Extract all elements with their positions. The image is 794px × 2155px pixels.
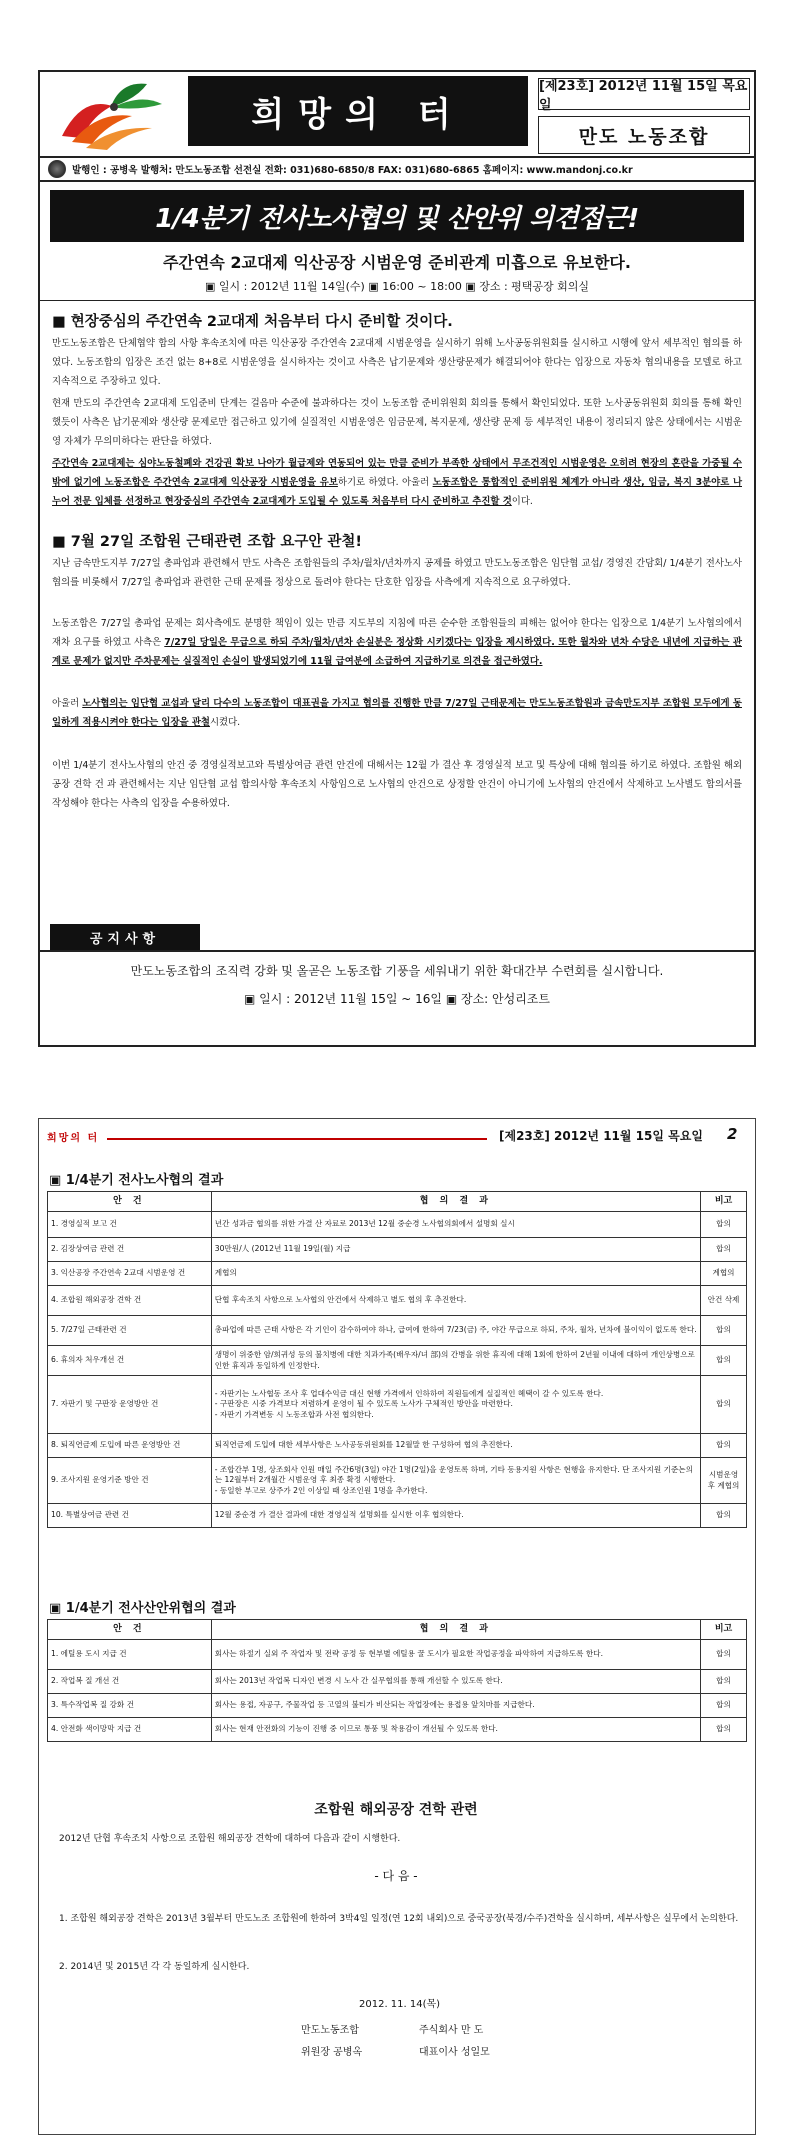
note-cell: 안건 삭제 xyxy=(701,1286,747,1316)
divider xyxy=(40,300,754,301)
union-seal-icon xyxy=(48,160,66,178)
result-cell xyxy=(211,1458,700,1504)
result-cell xyxy=(211,1286,700,1316)
newsletter-page-1 xyxy=(38,70,756,1047)
result-cell xyxy=(211,1434,700,1458)
result-line: 12월 중순경 가 결산 결과에 대한 경영실적 설명회를 실시한 이후 협의한다. xyxy=(214,1510,464,1520)
agenda-cell: 1. 경영실적 보고 건 xyxy=(48,1212,212,1238)
result-line: - 자판기 가격변동 시 노동조합과 사전 협의한다. xyxy=(214,1409,374,1419)
notice-tab: 공지사항 xyxy=(50,924,200,950)
notice-text: 만도노동조합의 조직력 강화 및 올곧은 노동조합 기풍을 세워내기 위한 확대간부 수련회를 실시합니다. xyxy=(130,964,664,978)
note-cell: 합의 xyxy=(701,1694,747,1718)
note-cell: 합의 xyxy=(701,1316,747,1346)
paragraph: 지난 금속만도지부 7/27일 총파업과 관련해서 만도 사측은 조합원들의 주차/월차/년차까지 공제를 하였고 만도노동조합은 임단협 교섭/ 경영진 간담회/ 1/4분기 전사노사협의를 비롯해서 7/27일 총파업과 관련한 근태 문제를 정상으로 돌려야 한다는 단호한 입장을 사측에게 지속적으로 요구하였다. xyxy=(52,558,742,588)
agenda-cell: 7. 자판기 및 구판장 운영방안 건 xyxy=(48,1376,212,1434)
headline: 1/4분기 전사노사협의 및 산안위 의견접근! xyxy=(50,190,744,242)
page-header xyxy=(47,1127,747,1149)
result-cell xyxy=(211,1640,700,1670)
table-row xyxy=(48,1316,747,1346)
union-logo-icon xyxy=(52,76,172,154)
table-row xyxy=(48,1640,747,1670)
result-line: 회사는 용접, 자공구, 주물작업 등 고열의 불티가 비산되는 작업장에는 용접용 앞치마를 지급한다. xyxy=(214,1700,535,1710)
subheadline: 주간연속 2교대제 익산공장 시범운영 준비관계 미흡으로 유보한다. xyxy=(163,253,631,272)
result-line: - 자판기는 노사협동 조사 후 업대수익금 대신 현행 가격에서 인하하여 직원들에게 실질적인 혜택이 갈 수 있도록 한다. xyxy=(214,1388,604,1398)
column-header: 협 의 결 과 xyxy=(211,1192,700,1212)
signatory-union-name: 위원장 공병옥 xyxy=(301,2047,363,2058)
result-line: 30만원/人 (2012년 11월 19일(월) 지급 xyxy=(214,1244,351,1254)
paragraph xyxy=(52,694,742,732)
text: 이다. xyxy=(511,496,533,507)
signatory-union: 만도노동조합 xyxy=(301,2025,359,2036)
notice-box xyxy=(40,950,754,1045)
table-row xyxy=(48,1694,747,1718)
table-row xyxy=(48,1346,747,1376)
result-cell xyxy=(211,1238,700,1262)
text: 아울러 xyxy=(52,698,83,709)
section-heading-2: ■ 7월 27일 조합원 근태관련 조합 요구안 관철! xyxy=(52,534,363,550)
table-row xyxy=(48,1434,747,1458)
result-cell xyxy=(211,1262,700,1286)
overseas-visit-intro: 2012년 단협 후속조치 사항으로 조합원 해외공장 견학에 대하여 다음과 같이 시행한다. xyxy=(59,1834,401,1844)
table-row xyxy=(48,1212,747,1238)
result-cell xyxy=(211,1694,700,1718)
page-header-issue: [제23호] 2012년 11월 15일 목요일 xyxy=(499,1129,703,1143)
paragraph: 현재 만도의 주간연속 2교대제 도입준비 단계는 걸음마 수준에 불과하다는 것이 노동조합 준비위원회 회의를 통해서 확인되었다. 또한 노사공동위원회 회의를 통해 확인했듯이 사측은 납기문제와 생산량 문제로만 접근하고 있기에 실질적인 시범운영은 임금문제, 복지문제, 생산량 문제 등 세부적인 내용이 정리되지 않은 상태에서는 시범운영 자체가 무의미하다는 판단을 하였다. xyxy=(52,398,742,447)
overseas-visit-item-2: 2. 2014년 및 2015년 각 각 동일하게 실시한다. xyxy=(59,1962,250,1972)
note-cell: 합의 xyxy=(701,1670,747,1694)
agenda-cell: 10. 특별상여금 관련 건 xyxy=(48,1504,212,1528)
union-name: 만도 노동조합 xyxy=(538,116,750,154)
column-header: 협 의 결 과 xyxy=(211,1620,700,1640)
labor-council-results-table xyxy=(47,1191,747,1528)
next-label: - 다 음 - xyxy=(374,1869,418,1883)
result-line: 단협 후속조치 사항으로 노사협의 안건에서 삭제하고 별도 협의 후 추진한다. xyxy=(214,1295,467,1305)
table-row xyxy=(48,1376,747,1434)
result-line: 계협의 xyxy=(214,1268,237,1278)
result-line: - 동일한 부고로 상주가 2인 이상일 때 상조인원 1명을 추가한다. xyxy=(214,1485,428,1495)
newsletter-page-2 xyxy=(38,1118,756,2135)
paragraph: 만도노동조합은 단체협약 합의 사항 후속조치에 따른 익산공장 주간연속 2교대제 시범운영을 실시하기 위해 노사공동위원회를 실시하고 시행에 앞서 세부적인 협의를 하였다. 노동조합의 입장은 조건 없는 8+8로 시범운영을 실시하자는 것이고 사측은 납기문제와 생산량문제가 해결되어야 한다는 입장으로 자동차 협의내용을 모델로 하고 지속적으로 주장하고 있다. xyxy=(52,338,742,387)
text: 시켰다. xyxy=(209,717,241,728)
note-cell: 합의 xyxy=(701,1640,747,1670)
table-row xyxy=(48,1504,747,1528)
agreement-date: 2012. 11. 14(목) xyxy=(359,1999,441,2010)
table-row xyxy=(48,1458,747,1504)
section-title: ▣ 1/4분기 전사산안위협의 결과 xyxy=(49,1601,236,1616)
note-cell: 합의 xyxy=(701,1434,747,1458)
signatory-company-name: 대표이사 성일모 xyxy=(419,2047,490,2058)
result-line: 총파업에 따른 근태 사항은 각 기인이 감수하여야 하나, 급여에 한하여 7/23(금) 주, 야간 무급으로 하되, 주차, 월차, 년차에 불이익이 없도록 한다. xyxy=(214,1325,697,1335)
overseas-visit-title: 조합원 해외공장 견학 관련 xyxy=(314,1802,478,1818)
section-title: ▣ 1/4분기 전사노사협의 결과 xyxy=(49,1173,224,1188)
agenda-cell: 5. 7/27일 근태관련 건 xyxy=(48,1316,212,1346)
result-line: 년간 성과금 협의를 위한 가결 산 자료로 2013년 12월 중순경 노사협의회에서 설명회 실시 xyxy=(214,1219,515,1229)
publisher-line xyxy=(40,158,754,182)
overseas-visit-item-1: 1. 조합원 해외공장 견학은 2013년 3월부터 만도노조 조합원에 한하여 3박4일 일정(연 12회 내외)으로 중국공장(북경/수주)견학을 실시하며, 세부사항은 실무에서 논의한다. xyxy=(59,1914,739,1924)
table-row xyxy=(48,1670,747,1694)
meeting-info: ▣ 일시 : 2012년 11월 14일(수) ▣ 16:00 ~ 18:00 ▣ 장소 : 평택공장 회의실 xyxy=(204,280,590,293)
column-header: 안 건 xyxy=(48,1620,212,1640)
result-cell xyxy=(211,1504,700,1528)
result-line: 회사는 2013년 작업복 디자인 변경 시 노사 간 실무협의를 통해 개선할 수 있도록 한다. xyxy=(214,1676,503,1686)
note-cell: 시범운영 후 계협의 xyxy=(701,1458,747,1504)
header-rule xyxy=(107,1138,487,1140)
emphasis-text: 7/27일 당일은 무급으로 하되 주차/월차/년차 손실분은 정상화 시키겠다는 입장을 제시하였다. 또한 월차와 년차 수당은 내년에 지급하는 관계로 문제가 없지만 주차문제는 실질적인 손실이 발생되었기에 11월 급여분에 소급하여 지급하기로 의견을 접근하였다. xyxy=(52,637,742,667)
agenda-cell: 6. 휴의자 처우개선 건 xyxy=(48,1346,212,1376)
safety-council-results-table xyxy=(47,1619,747,1742)
table-header-row xyxy=(48,1620,747,1640)
agenda-cell: 4. 조합원 해외공장 견학 건 xyxy=(48,1286,212,1316)
paragraph xyxy=(52,614,742,671)
agenda-cell: 9. 조사지원 운영기준 방안 건 xyxy=(48,1458,212,1504)
table-row xyxy=(48,1718,747,1742)
result-cell xyxy=(211,1346,700,1376)
text: 하기로 하였다. 아울러 xyxy=(337,477,433,488)
agenda-cell: 2. 김장상여금 관련 건 xyxy=(48,1238,212,1262)
paragraph: 이번 1/4분기 전사노사협의 안건 중 경영실적보고와 특별상여금 관련 안건에 대해서는 12월 가 결산 후 경영실적 보고 및 특상에 대해 협의를 하기로 하였다. 조합원 해외공장 견학 건 과 관련해서는 지난 임단협 교섭 합의사항 후속조치 사항임으로 노사협의 안건으로 상정할 안건이 아니기에 노사협의 안건에서 삭제하고 노사별도 합의서를 작성해야 한다는 사측의 입장을 수용하였다. xyxy=(52,760,742,809)
column-header: 안 건 xyxy=(48,1192,212,1212)
emphasis-text: 노동조합은 통합적인 준비위원 체계가 아니라 생산, 임금, 복지 3분야로 나누어 전문 입체를 선정하고 현장중심의 주간연속 2교대제가 도입될 수 있도록 처음부터 다시 준비하고 추진할 것 xyxy=(52,477,742,507)
note-cell: 합의 xyxy=(701,1718,747,1742)
column-header: 비고 xyxy=(701,1192,747,1212)
signatory-company: 주식회사 만 도 xyxy=(419,2025,484,2036)
result-line: - 조합간부 1명, 상조회사 인원 매일 주간6명(3일) 야간 1명(2일)을 운영토록 하며, 기타 동용지원 사항은 현행을 유지한다. 단 조사지원 기준논의는 12월부터 2개월간 시범운영 후 최종 확정 시행한다. xyxy=(214,1464,693,1485)
section-heading-1: ■ 현장중심의 주간연속 2교대제 처음부터 다시 준비할 것이다. xyxy=(52,314,453,330)
result-line: 퇴직연금제 도입에 대한 세부사항은 노사공동위원회를 12월말 한 구성하여 협의 추진한다. xyxy=(214,1440,513,1450)
result-cell xyxy=(211,1316,700,1346)
result-cell xyxy=(211,1376,700,1434)
page-number: 2 xyxy=(727,1125,738,1143)
page-header-title: 희망의 터 xyxy=(47,1133,100,1144)
text: 노동조합은 7/27일 총파업 문제는 회사측에도 분명한 책임이 있는 만큼 지도부의 지침에 따른 순수한 조합원들의 피해는 없어야 한다는 입장으로 1/4분기 노사협의에서 재차 요구를 하였고 사측은 xyxy=(52,618,742,648)
agenda-cell: 1. 에틸용 도시 지급 건 xyxy=(48,1640,212,1670)
note-cell: 합의 xyxy=(701,1346,747,1376)
result-cell xyxy=(211,1670,700,1694)
note-cell: 합의 xyxy=(701,1504,747,1528)
note-cell: 합의 xyxy=(701,1238,747,1262)
result-line: 생명이 위중한 암/희귀성 등의 불치병에 대한 치과가족(배우자/녀 部)의 간병을 위한 휴직에 대해 1회에 한하여 2년월 이내에 대하여 개인상병으로 인한 휴직과 동일하게 인정한다. xyxy=(214,1350,695,1370)
agenda-cell: 3. 특수작업복 질 강화 건 xyxy=(48,1694,212,1718)
notice-meta: ▣ 일시 : 2012년 11월 15일 ~ 16일 ▣ 장소: 안성리조트 xyxy=(243,992,550,1006)
emphasis-text: 노사협의는 임단협 교섭과 달리 다수의 노동조합이 대표권을 가지고 협의를 진행한 만큼 7/27일 근태문제는 만도노동조합원과 금속만도지부 조합원 모두에게 동일하게 적용시켜야 한다는 입장을 관철 xyxy=(52,698,742,728)
table-row xyxy=(48,1286,747,1316)
result-line: - 구판장은 시중 가격보다 저렴하게 운영이 될 수 있도록 노사가 구체적인 방안을 마련한다. xyxy=(214,1399,513,1409)
table-row xyxy=(48,1238,747,1262)
paragraph xyxy=(52,454,742,511)
publisher-info: 발행인 : 공병옥 발행처: 만도노동조합 선전실 전화: 031)680-6850/8 FAX: 031)680-6865 홈페이지: www.mandonj.co.kr xyxy=(72,165,633,176)
column-header: 비고 xyxy=(701,1620,747,1640)
table-row xyxy=(48,1262,747,1286)
agenda-cell: 4. 안전화 색이망막 지급 건 xyxy=(48,1718,212,1742)
table-header-row xyxy=(48,1192,747,1212)
agenda-cell: 3. 익산공장 주간연속 2교대 시범운영 건 xyxy=(48,1262,212,1286)
result-line: 회사는 하절기 실외 주 작업자 및 전략 공정 등 현부별 에틸용 꿀 도시가 필요한 작업공정을 파악하여 지급하도록 한다. xyxy=(214,1649,603,1659)
result-cell xyxy=(211,1212,700,1238)
note-cell: 계협의 xyxy=(701,1262,747,1286)
result-cell xyxy=(211,1718,700,1742)
result-line: 회사는 현재 안전화의 기능이 진행 중 이므로 통풍 및 착용감이 개선될 수 있도록 한다. xyxy=(214,1724,498,1734)
agenda-cell: 8. 퇴직연금제 도입에 따른 운영방안 건 xyxy=(48,1434,212,1458)
emphasis-text: 주간연속 2교대제는 심야노동철폐와 건강권 확보 나아가 월급제와 연동되어 있는 만큼 준비가 부족한 상태에서 무조건적인 시범운영은 오히려 현장의 혼란을 가중될 수밖에 없기에 노동조합은 주간연속 2교대제 익산공장 시범운영을 유보 xyxy=(52,458,742,488)
masthead xyxy=(40,72,754,158)
issue-info: [제23호] 2012년 11월 15일 목요일 xyxy=(538,78,750,110)
note-cell: 합의 xyxy=(701,1376,747,1434)
agenda-cell: 2. 작업복 질 개선 건 xyxy=(48,1670,212,1694)
newsletter-title: 희망의 터 xyxy=(188,76,528,146)
note-cell: 합의 xyxy=(701,1212,747,1238)
